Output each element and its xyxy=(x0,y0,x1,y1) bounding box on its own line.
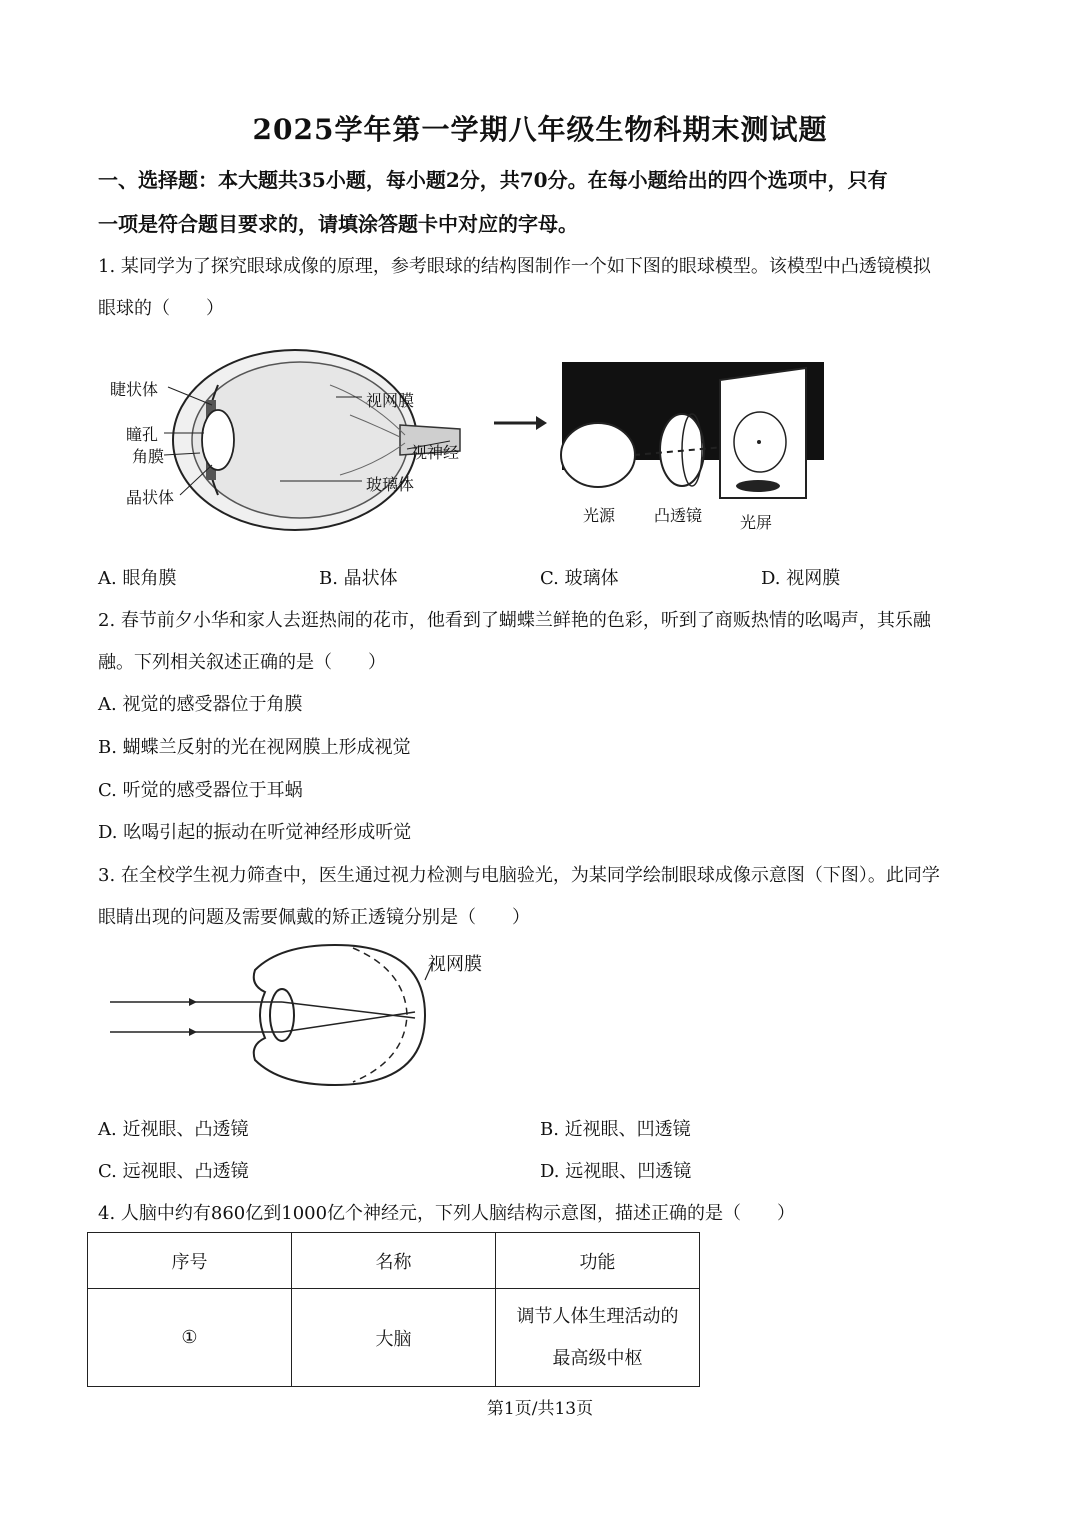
cell-name: 大脑 xyxy=(292,1289,496,1387)
label-ciliary-body: 睫状体 xyxy=(110,380,159,399)
label-vitreous: 玻璃体 xyxy=(366,475,415,494)
label-optic-nerve: 视神经 xyxy=(411,443,460,462)
label-light-screen: 光屏 xyxy=(740,513,773,532)
section-heading-line2: 一项是符合题目要求的，请填涂答题卡中对应的字母。 xyxy=(98,212,578,236)
q3-option-c[interactable]: C. 远视眼、凸透镜 xyxy=(98,1161,249,1182)
q2-option-b[interactable]: B. 蝴蝶兰反射的光在视网膜上形成视觉 xyxy=(98,737,411,758)
label-retina-q3: 视网膜 xyxy=(428,954,482,975)
label-lens: 晶状体 xyxy=(126,488,175,507)
q3-option-d[interactable]: D. 远视眼、凹透镜 xyxy=(540,1161,692,1182)
header-function: 功能 xyxy=(496,1233,700,1289)
screen-shadow xyxy=(736,480,780,492)
label-cornea: 角膜 xyxy=(132,447,165,466)
q1-option-d[interactable]: D. 视网膜 xyxy=(761,568,841,589)
table-row xyxy=(88,1289,700,1387)
q1-stem-line1: 1. 某同学为了探究眼球成像的原理，参考眼球的结构图制作一个如下图的眼球模型。该模型中凸透镜模拟 xyxy=(98,256,931,277)
label-retina: 视网膜 xyxy=(366,391,415,410)
q2-option-c[interactable]: C. 听觉的感受器位于耳蜗 xyxy=(98,780,303,801)
cell-function xyxy=(496,1289,700,1387)
table-header-row xyxy=(88,1233,700,1289)
q1-stem-line2: 眼球的（ ） xyxy=(98,298,224,319)
q2-option-d[interactable]: D. 吆喝引起的振动在听觉神经形成听觉 xyxy=(98,822,412,843)
q2-option-a[interactable]: A. 视觉的感受器位于角膜 xyxy=(98,694,303,715)
label-convex-lens: 凸透镜 xyxy=(654,506,703,525)
q3-option-b[interactable]: B. 近视眼、凹透镜 xyxy=(540,1119,691,1140)
q2-stem-line1: 2. 春节前夕小华和家人去逛热闹的花市，他看到了蝴蝶兰鲜艳的色彩，听到了商贩热情的吆喝声，其乐融 xyxy=(98,610,931,631)
label-light-source: 光源 xyxy=(583,506,616,525)
q3-stem-line1: 3. 在全校学生视力筛查中，医生通过视力检测与电脑验光，为某同学绘制眼球成像示意图（下图）。此同学 xyxy=(98,865,940,886)
section-heading-line1: 一、选择题：本大题共35小题，每小题2分，共70分。在每小题给出的四个选项中，只有 xyxy=(98,168,888,192)
page-footer: 第1页/共13页 xyxy=(486,1399,594,1419)
q2-stem-line2: 融。下列相关叙述正确的是（ ） xyxy=(98,652,386,673)
q1-option-a[interactable]: A. 眼角膜 xyxy=(98,568,177,589)
q3-stem-line2: 眼睛出现的问题及需要佩戴的矫正透镜分别是（ ） xyxy=(98,907,530,928)
brain-structure-table xyxy=(87,1232,700,1387)
eye-model-figure xyxy=(560,360,826,500)
header-number: 序号 xyxy=(88,1233,292,1289)
page-title: 2025学年第一学期八年级生物科期末测试题 xyxy=(252,113,828,146)
header-name: 名称 xyxy=(292,1233,496,1289)
q3-option-a[interactable]: A. 近视眼、凸透镜 xyxy=(98,1119,249,1140)
arrow-right-icon xyxy=(492,413,548,433)
light-screen-shape xyxy=(720,368,806,498)
q1-option-b[interactable]: B. 晶状体 xyxy=(319,568,398,589)
label-pupil: 瞳孔 xyxy=(126,425,159,444)
light-source-shape xyxy=(561,423,635,487)
lens-shape xyxy=(270,989,294,1041)
q1-option-c[interactable]: C. 玻璃体 xyxy=(540,568,619,589)
cell-function-line2: 最高级中枢 xyxy=(552,1347,643,1369)
cell-number: ① xyxy=(88,1289,292,1387)
cell-function-line1: 调节人体生理活动的 xyxy=(516,1305,679,1327)
lens-shape xyxy=(202,410,234,470)
q4-stem: 4. 人脑中约有860亿到1000亿个神经元，下列人脑结构示意图，描述正确的是（ ） xyxy=(98,1203,796,1224)
